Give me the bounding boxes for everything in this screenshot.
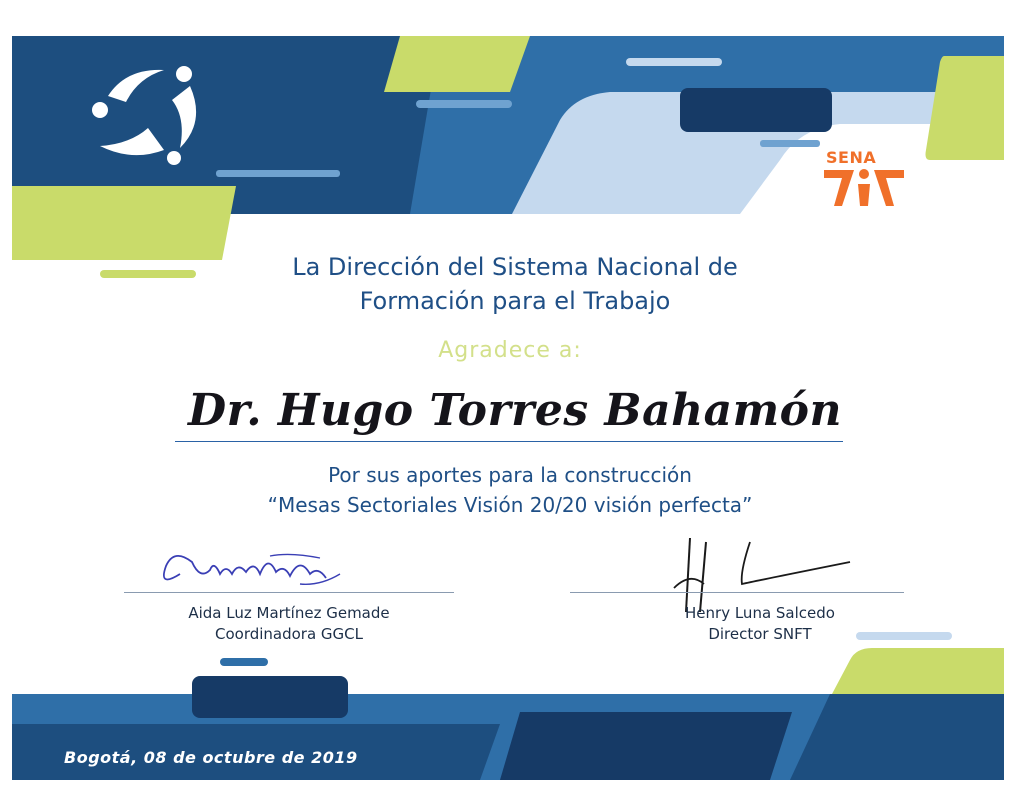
thanks-label: Agradece a: xyxy=(438,338,582,363)
sena-logo-icon xyxy=(818,142,910,214)
issuer-line-1: La Dirección del Sistema Nacional de xyxy=(292,253,738,281)
bottom-band-lime xyxy=(832,648,1004,694)
recipient-name: Dr. Hugo Torres Bahamón xyxy=(187,385,842,436)
signatory-2 xyxy=(610,603,910,645)
issuer-line-2: Formación para el Trabajo xyxy=(359,287,671,315)
sena-logo-text: SENA xyxy=(826,148,877,167)
bottom-band-dark xyxy=(500,712,792,780)
reason-text xyxy=(160,460,860,520)
top-band-small-pill xyxy=(626,58,722,66)
top-band-lime-left xyxy=(12,186,236,260)
issuer-heading xyxy=(180,250,850,318)
signatory-2-name: Henry Luna Salcedo xyxy=(685,604,835,622)
reason-line-2: “Mesas Sectoriales Visión 20/20 visión perfecta” xyxy=(267,493,753,517)
bottom-band-dark-pill xyxy=(192,676,348,718)
signatory-1 xyxy=(124,603,454,645)
bottom-band-small-pill xyxy=(220,658,268,666)
issue-date: Bogotá, 08 de octubre de 2019 xyxy=(64,748,358,767)
signatory-2-title: Director SNFT xyxy=(708,625,812,643)
circular-people-logo-icon xyxy=(86,62,210,166)
signature-line-2 xyxy=(570,592,904,593)
top-band-lime-top xyxy=(384,36,530,92)
reason-line-1: Por sus aportes para la construcción xyxy=(328,463,692,487)
signatory-1-name: Aida Luz Martínez Gemade xyxy=(188,604,390,622)
top-band-small-pill-3 xyxy=(760,140,820,147)
recipient-underline xyxy=(175,441,843,442)
top-band-small-pill-2 xyxy=(416,100,512,108)
signatory-1-title: Coordinadora GGCL xyxy=(214,625,364,643)
top-band-dark-pill xyxy=(680,88,832,132)
top-band-small-pill-4 xyxy=(216,170,340,177)
signature-line-1 xyxy=(124,592,454,593)
